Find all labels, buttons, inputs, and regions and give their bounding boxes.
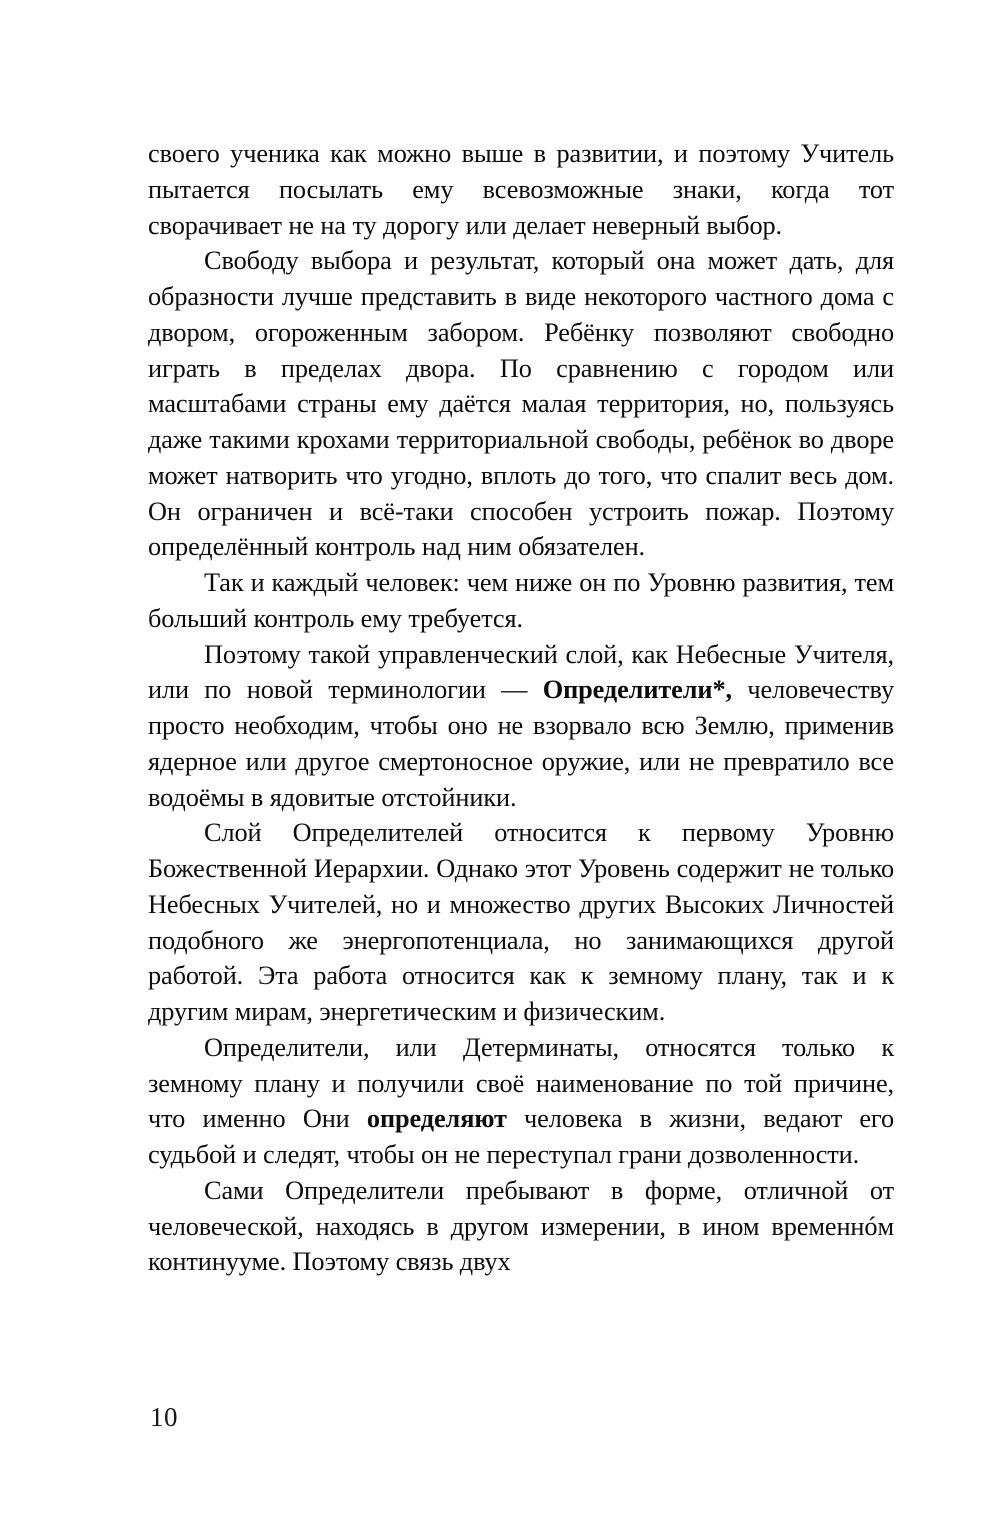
text-run: человечеству просто необходим, чтобы оно не взорвало всю Землю, применив ядерное или другое смертоносное оружие, или не превратило все водоёмы в ядовитые отстойники.: [148, 675, 895, 812]
text-run: своего ученика как можно выше в развитии, и поэтому Учитель пытается посылать ему всевозможные знаки, когда тот сворачивает не на ту дорогу или делает неверный выбор.: [148, 139, 894, 240]
paragraph: [148, 243, 894, 565]
paragraph: [148, 565, 894, 637]
text-run: человека в жизни, ведают его судьбой и следят, чтобы он не переступал грани дозволенности.: [148, 1104, 894, 1169]
emphasized-term: определяют: [366, 1104, 507, 1134]
paragraph: [148, 1173, 894, 1280]
text-run: Так и каждый человек: чем ниже он по Уровню развития, тем больший контроль ему требуется.: [148, 568, 894, 633]
emphasized-term: Определители*,: [542, 675, 732, 705]
text-run: Сами Определители пребывают в форме, отличной от человеческой, находясь в другом измерении, в ином временнóм континууме. Поэтому связь двух: [148, 1175, 894, 1277]
body-text-column: [148, 136, 894, 1280]
text-run: Слой Определителей относится к первому Уровню Божественной Иерархии. Однако этот Уровень содержит не только Небесных Учителей, но и множество других Высоких Личностей подобного же энергопотенциала, но занимающихся другой работой. Эта работа относится как к земному плану, так и к другим мирам, энергетическим и физическим.: [148, 818, 894, 1026]
paragraph: [148, 637, 894, 816]
text-run: Свободу выбора и результат, который она может дать, для образности лучше представить в виде некоторого частного дома с двором, огороженным забором. Ребёнку позволяют свободно играть в пределах двора. По сравнению с городом или масштабами страны ему даётся малая территория, но, пользуясь даже такими крохами территориальной свободы, ребёнок во дворе может натворить что угодно, вплоть до того, что спалит весь дом. Он ограничен и всё-таки способен устроить пожар. Поэтому определённый контроль над ним обязателен.: [148, 246, 894, 562]
paragraph: [148, 136, 894, 243]
page-number: 10: [150, 1402, 178, 1432]
text-run: Определители, или Детерминаты, относятся только к земному плану и получили своё наименование по той причине, что именно Они: [148, 1032, 894, 1134]
paragraph: [148, 815, 894, 1030]
paragraph: [148, 1030, 894, 1173]
text-run: Поэтому такой управленческий слой, как Небесные Учителя, или по новой терминологии —: [148, 639, 894, 705]
